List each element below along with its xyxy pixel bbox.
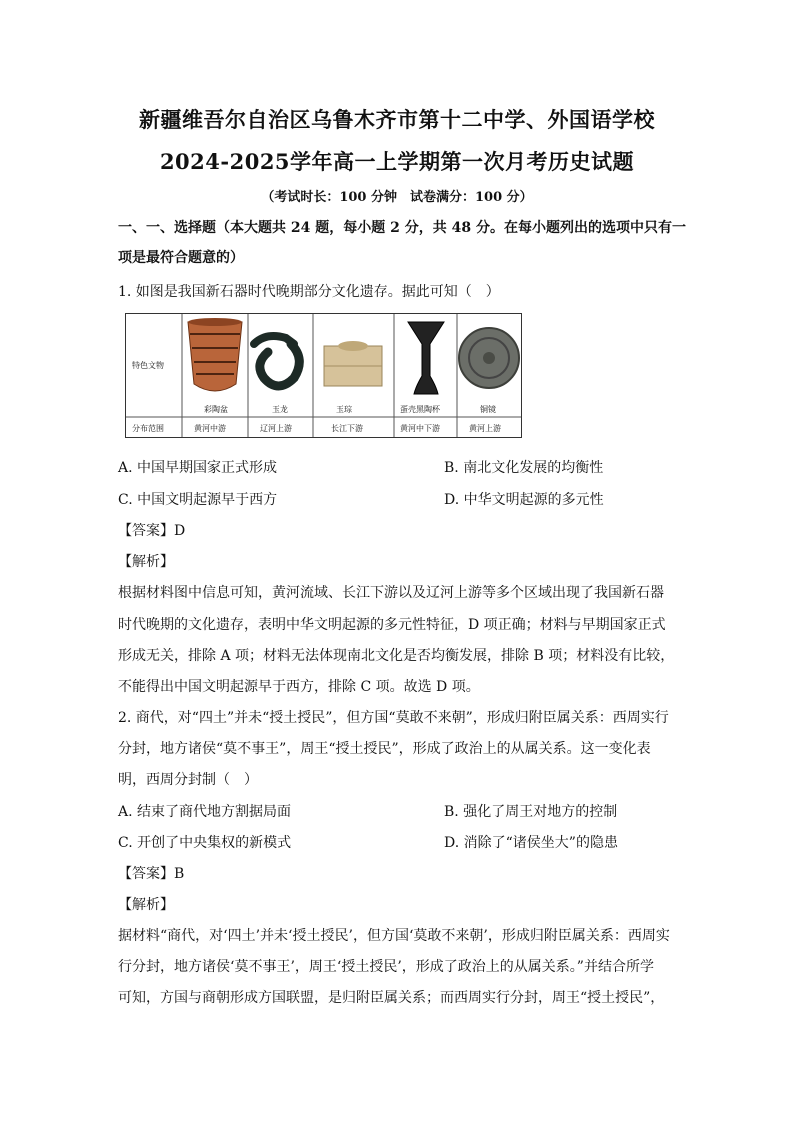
painted-pottery-basin-image [188, 318, 242, 391]
q2-stem-line: 2. 商代，对“四土”并未“授土授民”，但方国“莫敢不来朝”，形成归附臣属关系：西周实行 [118, 710, 669, 726]
q2-option-d[interactable]: D. 消除了“诸侯坐大”的隐患 [444, 835, 618, 851]
artifact-name: 彩陶盆 [204, 405, 228, 414]
q2-analysis-line: 可知，方国与商朝形成方国联盟，是归附臣属关系；而西周实行分封，周王“授土授民”， [118, 990, 665, 1006]
row1-header: 特色文物 [132, 361, 164, 370]
q1-answer: 【答案】D [118, 523, 186, 539]
artifact-table [125, 313, 522, 438]
artifact-region: 黄河中下游 [400, 424, 440, 433]
jade-dragon-image [254, 336, 299, 386]
artifact-table-drawing [126, 314, 521, 437]
q2-analysis-line: 据材料“商代，对‘四土’并未‘授土授民’，但方国‘莫敢不来朝’，形成归附臣属关系：西周实 [118, 928, 670, 944]
black-pottery-cup-image [408, 322, 444, 394]
exam-title-line1: 新疆维吾尔自治区乌鲁木齐市第十二中学、外国语学校 [139, 107, 655, 132]
q1-analysis-label: 【解析】 [118, 554, 174, 570]
q1-option-b[interactable]: B. 南北文化发展的均衡性 [444, 460, 604, 476]
q2-answer: 【答案】B [118, 866, 185, 882]
artifact-name: 铜镜 [480, 405, 496, 414]
artifact-region: 辽河上游 [260, 424, 292, 433]
q2-option-b[interactable]: B. 强化了周王对地方的控制 [444, 804, 618, 820]
q2-analysis-label: 【解析】 [118, 897, 174, 913]
artifact-name: 玉琮 [336, 405, 352, 414]
artifact-region: 黄河中游 [194, 424, 226, 433]
section-heading-line2: 项是最符合题意的） [118, 250, 244, 266]
q1-option-c[interactable]: C. 中国文明起源早于西方 [118, 492, 278, 508]
q2-option-c[interactable]: C. 开创了中央集权的新模式 [118, 835, 292, 851]
exam-title-line2: 2024-2025学年高一上学期第一次月考历史试题 [159, 149, 635, 174]
q1-option-a[interactable]: A. 中国早期国家正式形成 [118, 460, 278, 476]
bronze-mirror-image [459, 328, 519, 388]
section-heading-line1: 一、一、选择题（本大题共 24 题，每小题 2 分，共 48 分。在每小题列出的选项中只有一 [118, 220, 686, 236]
q1-analysis-line: 根据材料图中信息可知，黄河流域、长江下游以及辽河上游等多个区域出现了我国新石器 [118, 585, 664, 601]
q1-option-d[interactable]: D. 中华文明起源的多元性 [444, 492, 604, 508]
artifact-name: 蛋壳黑陶杯 [400, 405, 440, 414]
artifact-region: 长江下游 [331, 424, 363, 433]
q2-stem-line: 明，西周分封制（ ） [118, 772, 258, 788]
jade-cong-image [324, 341, 382, 386]
q1-stem: 1. 如图是我国新石器时代晚期部分文化遗存。据此可知（ ） [118, 284, 500, 300]
q2-option-a[interactable]: A. 结束了商代地方割据局面 [118, 804, 292, 820]
row2-header: 分布范围 [132, 424, 164, 433]
artifact-name: 玉龙 [272, 405, 288, 414]
artifact-region: 黄河上游 [469, 424, 501, 433]
q2-stem-line: 分封，地方诸侯“莫不事王”，周王“授土授民”，形成了政治上的从属关系。这一变化表 [118, 741, 651, 757]
q1-analysis-line: 不能得出中国文明起源早于西方，排除 C 项。故选 D 项。 [118, 679, 480, 695]
exam-subtitle: （考试时长：100 分钟 试卷满分：100 分） [261, 190, 533, 205]
q1-analysis-line: 时代晚期的文化遗存，表明中华文明起源的多元性特征，D 项正确；材料与早期国家正式 [118, 617, 666, 633]
q1-analysis-line: 形成无关，排除 A 项；材料无法体现南北文化是否均衡发展，排除 B 项；材料没有比较， [118, 648, 675, 664]
q2-analysis-line: 行分封，地方诸侯‘莫不事王’，周王‘授土授民’，形成了政治上的从属关系。”并结合所学 [118, 959, 654, 975]
